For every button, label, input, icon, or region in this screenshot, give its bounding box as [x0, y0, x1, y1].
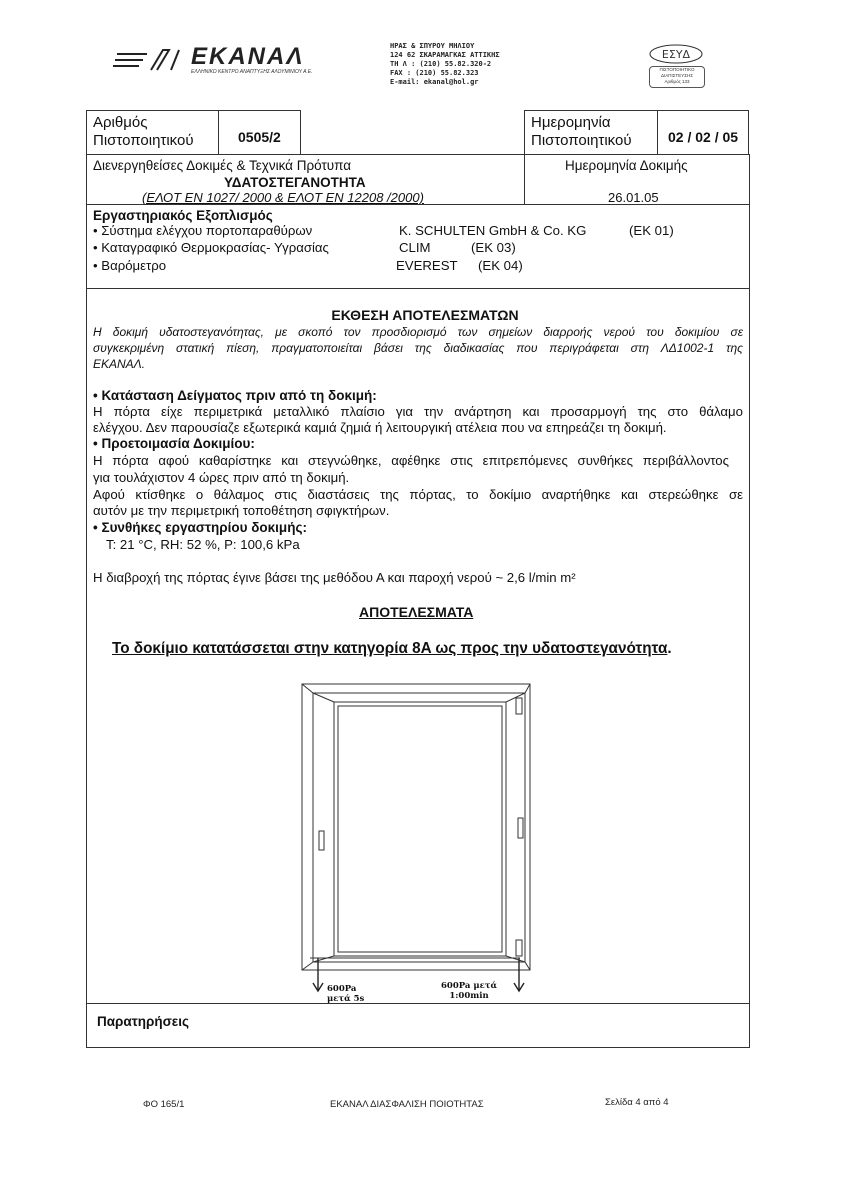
footer-center: ΕΚΑΝΑΛ ΔΙΑΣΦΑΛΙΣΗ ΠΟΙΟΤΗΤΑΣ [330, 1099, 484, 1110]
equipment-maker: K. SCHULTEN GmbH & Co. KG [399, 223, 587, 238]
result-end: . [667, 640, 672, 657]
footer-page-number: Σελίδα 4 από 4 [605, 1097, 669, 1108]
equipment-item: • Σύστημα ελέγχου πορτοπαραθύρων [93, 223, 313, 238]
test-date-label: Ημερομηνία Δοκιμής [565, 158, 688, 173]
seal-line: ΔΙΑΠΙΣΤΕΥΣΗΣ [660, 73, 694, 78]
drawing-label-right: 600Pa μετά 1:00min [441, 981, 498, 1001]
certificate-date-value: 02 / 02 / 05 [668, 129, 739, 145]
company-logo [113, 44, 338, 76]
report-title: ΕΚΘΕΣΗ ΑΠΟΤΕΛΕΣΜΑΤΩΝ [331, 307, 519, 323]
divider [524, 154, 525, 205]
report-intro-line: συγκεκριμένη στατική πίεση, πραγματοποιείται βάσει της διαδικασίας που περιγράφεται στη ΛΔ1002-1 της [93, 341, 743, 355]
tests-subtitle: ΥΔΑΤΟΣΤΕΓΑΝΟΤΗΤΑ [224, 175, 366, 190]
accreditation-seal [645, 42, 707, 88]
door-drawing [290, 678, 550, 1018]
equipment-code: (EK 01) [629, 223, 674, 238]
certificate-number-value-cell [218, 110, 301, 155]
state-text-line: Η πόρτα είχε περιμετρικά μεταλλικό πλαίσιο για την ανάρτηση και προσαρμογή της στο θάλαμο [93, 404, 743, 419]
prep-text-line: αυτόν με την περιμετρική τοποθέτηση σφιγκτήρων. [93, 503, 390, 518]
results-title: ΑΠΟΤΕΛΕΣΜΑΤΑ [359, 604, 474, 620]
certificate-date-value-cell [657, 110, 749, 155]
certificate-number-value: 0505/2 [238, 129, 281, 145]
contact-line: 124 62 ΣΚΑΡΑΜΑΓΚΑΣ ΑΤΤΙΚΗΣ [390, 51, 500, 59]
equipment-item: • Καταγραφικό Θερμοκρασίας- Υγρασίας [93, 240, 329, 255]
conditions-text: T: 21 °C, RH: 52 %, P: 100,6 kPa [106, 537, 300, 552]
divider [86, 288, 750, 289]
seal-box [649, 66, 705, 88]
contact-line: ΗΡΑΣ & ΣΠΥΡΟΥ ΜΗΛΙΟΥ [390, 42, 475, 50]
equipment-item: • Βαρόμετρο [93, 258, 167, 273]
contact-block [390, 42, 570, 87]
test-date-value: 26.01.05 [608, 190, 659, 205]
svg-text:ΕΣΥΔ: ΕΣΥΔ [661, 48, 691, 61]
seal-line: ΠΙΣΤΟΠΟΙΗΤΙΚΟ [659, 67, 695, 72]
equipment-maker: CLIM [399, 240, 431, 255]
equipment-title: Εργαστηριακός Εξοπλισμός [93, 208, 273, 223]
certificate-date-label: Ημερομηνία Πιστοποιητικού [531, 114, 632, 149]
equipment-code: (EK 03) [471, 240, 516, 255]
equipment-maker: EVEREST [396, 258, 458, 273]
report-intro-line: Η δοκιμή υδατοστεγανότητας, με σκοπό τον προσδιορισμό των σημείων διαρροής νερού του δοκιμίου σε [93, 325, 743, 339]
certificate-number-label: Αριθμός Πιστοποιητικού [93, 114, 194, 149]
ekanal-logo-icon [113, 46, 183, 74]
tests-title: Διενεργηθείσες Δοκιμές & Τεχνικά Πρότυπα [93, 158, 352, 173]
esyd-seal-icon [645, 42, 707, 64]
prep-title: • Προετοιμασία Δοκιμίου: [93, 436, 255, 451]
state-title: • Κατάσταση Δείγματος πριν από τη δοκιμή: [93, 388, 377, 403]
certificate-number-label-cell [86, 110, 219, 155]
result-statement [112, 640, 672, 658]
result-text: Το δοκίμιο κατατάσσεται στην κατηγορία 8A ως προς την υδατοστεγανότητα [112, 640, 668, 657]
state-text-line: ελέγχου. Δεν παρουσίαζε εξωτερικά καμιά ζημιά ή λειτουργική ατέλεια που να επηρεάζει τη δοκιμή. [93, 420, 667, 435]
contact-line: E-mail: ekanal@hol.gr [390, 78, 479, 86]
report-intro-line: ΕΚΑΝΑΛ. [93, 357, 146, 371]
contact-line: FAX : (210) 55.82.323 [390, 69, 479, 77]
prep-text-line: για τουλάχιστον 4 ώρες πριν από τη δοκιμή. [93, 470, 350, 485]
prep-text-line: Η πόρτα αφού καθαρίστηκε και στεγνώθηκε, αφέθηκε στις επιτρεπόμενες συνθήκες περιβάλλοντος [93, 453, 729, 468]
footer-form-code: ΦΟ 165/1 [143, 1099, 185, 1110]
logo-subtitle: ΕΛΛΗΝΙΚΟ ΚΕΝΤΡΟ ΑΝΑΠΤΥΞΗΣ ΑΛΟΥΜΙΝΙΟΥ Α.Ε. [191, 69, 313, 75]
logo-text: ΕΚΑΝΑΛ [191, 43, 305, 70]
certificate-date-label-cell [524, 110, 658, 155]
equipment-code: (EK 04) [478, 258, 523, 273]
spray-text: Η διαβροχή της πόρτας έγινε βάσει της μεθόδου Α και παροχή νερού ~ 2,6 l/min m² [93, 570, 576, 585]
tests-standards: (ΕΛΟΤ ΕΝ 1027/ 2000 & ΕΛΟΤ ΕΝ 12208 /2000) [142, 190, 424, 205]
conditions-title: • Συνθήκες εργαστηρίου δοκιμής: [93, 520, 307, 535]
remarks-label: Παρατηρήσεις [97, 1014, 189, 1029]
drawing-label-left: 600Pa μετά 5s [327, 984, 365, 1004]
prep-text-line: Αφού κτίσθηκε ο θάλαμος στις διαστάσεις της πόρτας, το δοκίμιο αναρτήθηκε και στερεώθηκε σε [93, 487, 743, 502]
seal-line: Αριθμός 133 [664, 79, 690, 84]
contact-line: ΤΗ Λ : (210) 55.82.320-2 [390, 60, 492, 68]
